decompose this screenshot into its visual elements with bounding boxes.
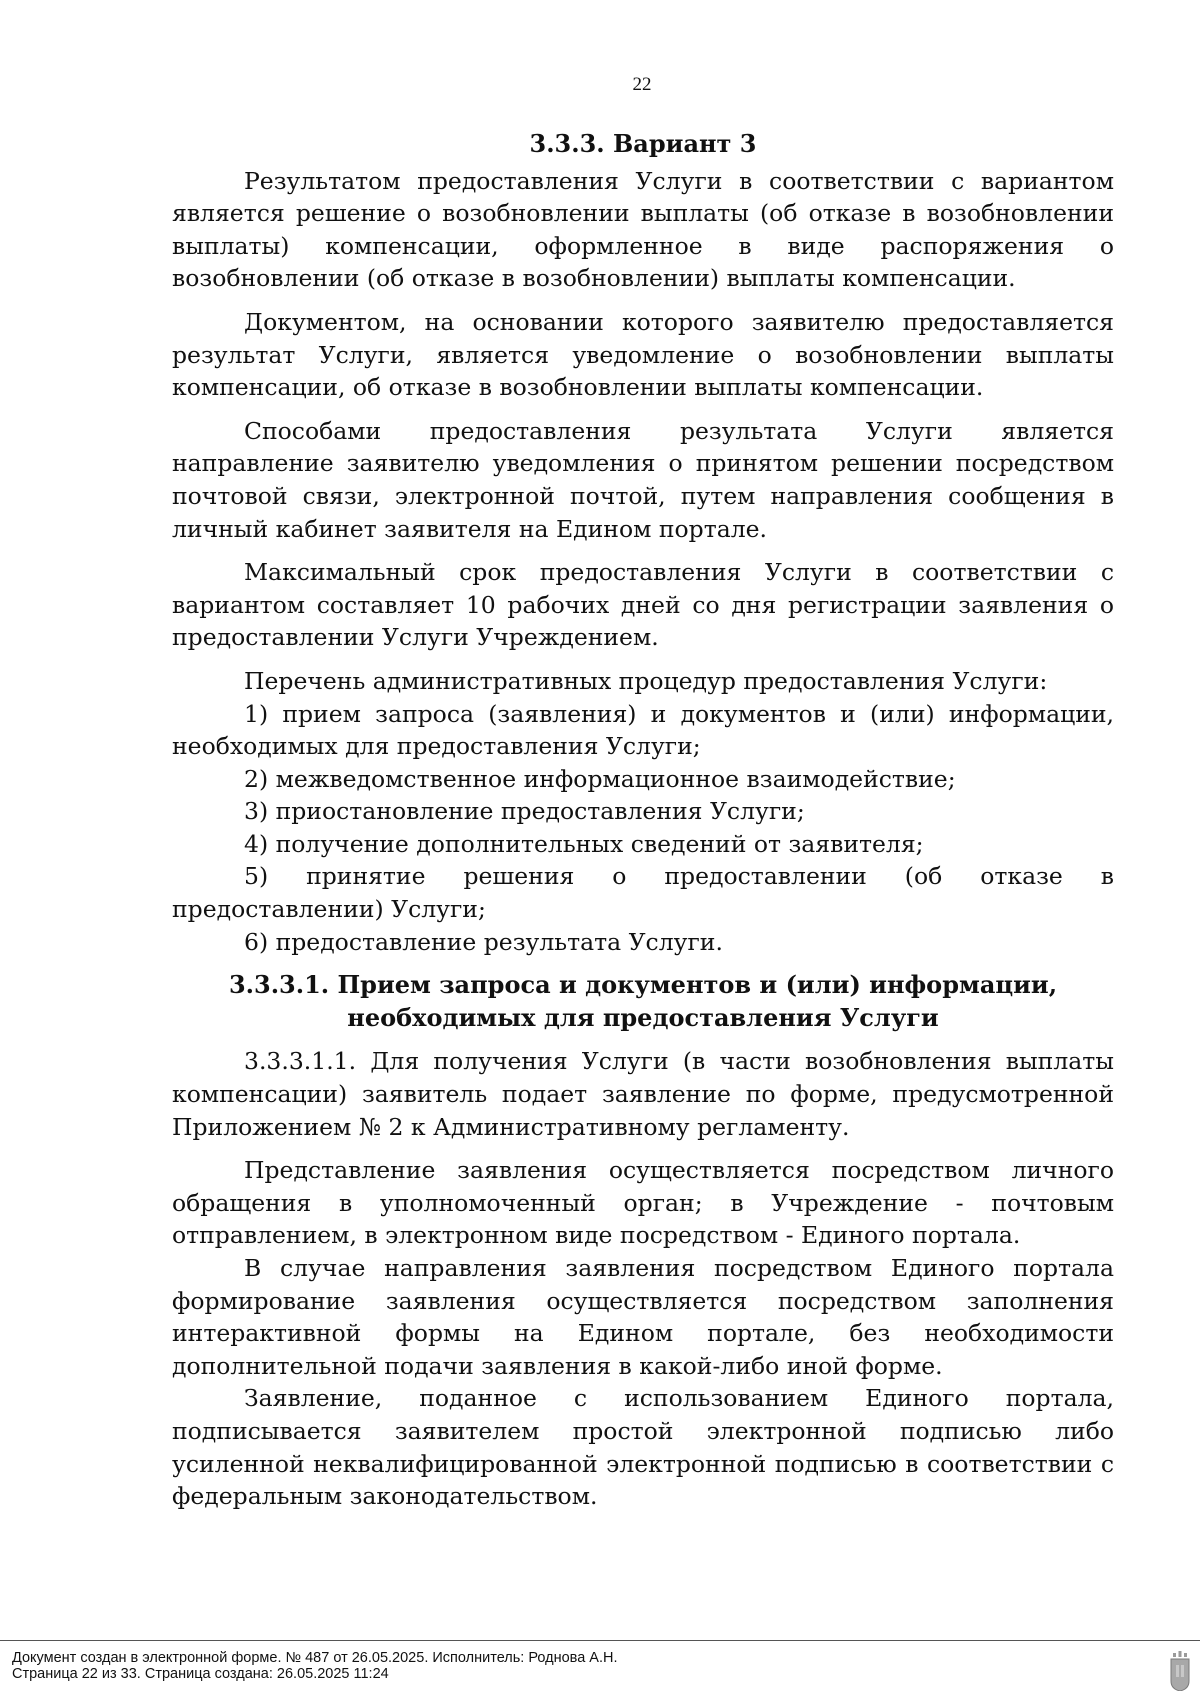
- document-footer: [0, 1640, 1200, 1699]
- paragraph-methods: Способами предоставления результата Услуги является направление заявителю уведомления о принятом решении посредством почтовой связи, электронной почтой, путем направления сообщения в личный кабинет заявителя на Едином портале.: [172, 416, 1114, 543]
- list-item-procedure-4: 4) получение дополнительных сведений от заявителя;: [244, 829, 924, 858]
- page-number: 22: [632, 74, 652, 95]
- paragraph-portal-form: В случае направления заявления посредством Единого портала формирование заявления осуществляется посредством заполнения интерактивной формы на Едином портале, без необходимости дополнительной подачи заявления в какой-либо иной форме.: [172, 1254, 1114, 1380]
- section-heading: 3.3.3. Вариант 3: [529, 129, 757, 158]
- paragraph-document: Документом, на основании которого заявителю предоставляется результат Услуги, является уведомление о возобновлении выплаты компенсации, об отказе в возобновлении выплаты компенсации.: [172, 307, 1114, 402]
- footer-line-page: Страница 22 из 33. Страница создана: 26.05.2025 11:24: [12, 1666, 389, 1682]
- emblem-icon: [1168, 1651, 1192, 1691]
- paragraph-deadline: Максимальный срок предоставления Услуги в соответствии с вариантом составляет 10 рабочих дней со дня регистрации заявления о предоставлении Услуги Учреждением.: [172, 558, 1114, 652]
- footer-text: [12, 1650, 618, 1682]
- paragraph-application-form: 3.3.3.1.1. Для получения Услуги (в части возобновления выплаты компенсации) заявитель подает заявление по форме, предусмотренной Приложением № 2 к Административному регламенту.: [172, 1047, 1114, 1141]
- subsection-heading: 3.3.3.1. Прием запроса и документов и (или) информации, необходимых для предоставления Услуги: [228, 970, 1058, 1032]
- footer-line-document: Документ создан в электронной форме. № 487 от 26.05.2025. Исполнитель: Роднова А.Н.: [12, 1650, 618, 1666]
- document-body: [172, 128, 1114, 1513]
- list-item-procedure-1: 1) прием запроса (заявления) и документов и (или) информации, необходимых для предоставления Услуги;: [172, 699, 1114, 761]
- paragraph-submission: Представление заявления осуществляется посредством личного обращения в уполномоченный орган; в Учреждение - почтовым отправлением, в электронном виде посредством - Единого портала.: [172, 1156, 1114, 1250]
- paragraph-signature: Заявление, поданное с использованием Единого портала, подписывается заявителем простой электронной подписью либо усиленной неквалифицированной электронной подписью в соответствии с федеральным законодательством.: [172, 1384, 1114, 1511]
- list-item-procedure-2: 2) межведомственное информационное взаимодействие;: [244, 764, 956, 793]
- paragraph-result: Результатом предоставления Услуги в соответствии с вариантом является решение о возобновлении выплаты (об отказе в возобновлении выплаты) компенсации, оформленное в виде распоряжения о возобновлении (об отказе в возобновлении) выплаты компенсации.: [172, 166, 1114, 293]
- paragraph-procedures-intro: Перечень административных процедур предоставления Услуги:: [244, 666, 1048, 695]
- list-item-procedure-5: 5) принятие решения о предоставлении (об отказе в предоставлении) Услуги;: [172, 862, 1114, 924]
- list-item-procedure-6: 6) предоставление результата Услуги.: [244, 927, 723, 956]
- list-item-procedure-3: 3) приостановление предоставления Услуги;: [244, 797, 805, 826]
